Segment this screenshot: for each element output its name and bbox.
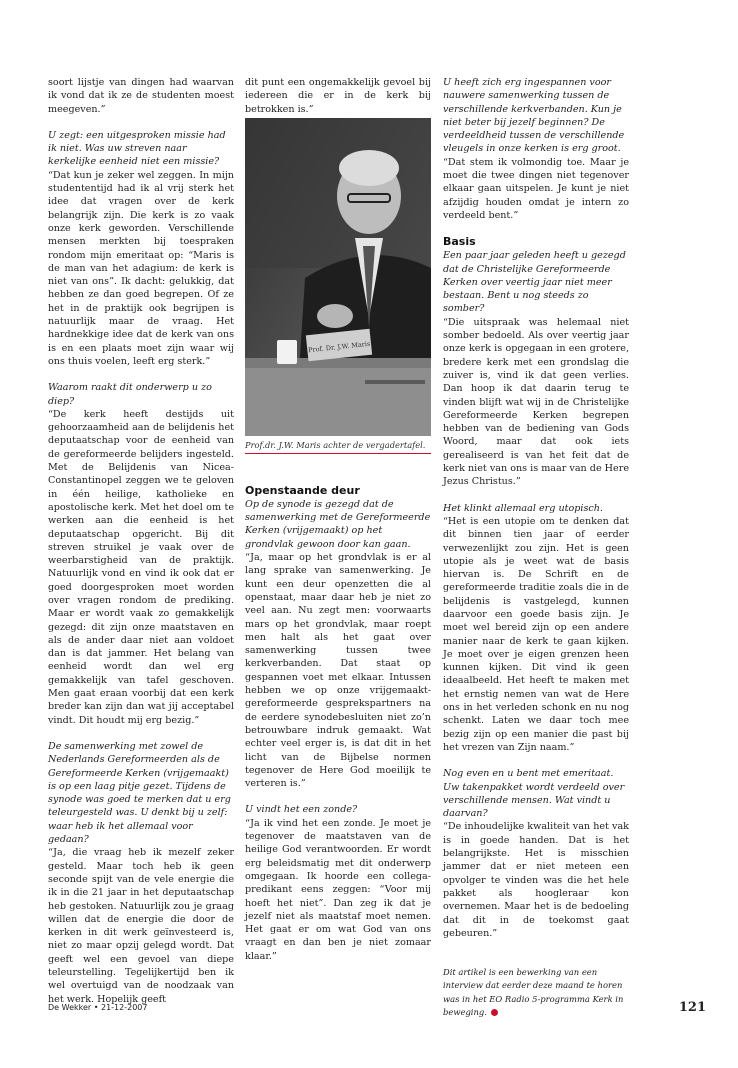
paragraph-gap: [245, 790, 431, 803]
answer-paragraph: “Ja ik vind het een zonde. Je moet je tegenover de maatstaven van de heilige God verantwoorden. Er wordt erg beleidsmatig met dit onderwerp omgegaan. Ik hoorde een collega-predikant eens zeggen: “Voor mij hoeft het niet”. Dan zeg ik dat je jezelf niet als maatstaf moet nemen. Het gaat er om wat God van ons vraagt en dan ben je niet zomaar klaar.”: [245, 817, 431, 962]
answer-paragraph: “Ja, die vraag heb ik mezelf zeker gesteld. Maar toch heb ik geen seconde spijt van de vele energie die ik in die 21 jaar in het deputaatschap heb gestoken. Natuurlijk zou je graag willen dat de energie die door de kerken in dit werk geïnvesteerd is, niet zo maar opzij gelegd wordt. Dat geeft wel een gevoel van diepe teleurstelling. Tegelijkertijd ben ik wel overtuigd van de noodzaak van het werk. Hopelijk geeft: [48, 847, 234, 1005]
answer-paragraph: “Het is een utopie om te denken dat dit binnen tien jaar of eerder verwezenlijkt zou zijn. Het is geen utopie als je weet wat de basis hiervan is. De Schrift en de gereformeerde traditie zoals die in de belijdenis is vastgelegd, kunnen daarvoor een goede basis zijn. Je moet wel bereid zijn op een andere manier naar de kerk te gaan kijken. Je moet over je eigen grenzen heen kunnen kijken. Dit vind ik geen ideaalbeeld. Het heeft te maken met het ernstig nemen van wat de Here ons in het verleden schonk en nu nog schenkt. Laten we daar toch mee bezig zijn op een manier die past bij het vrezen van Zijn naam.”: [443, 515, 629, 753]
paragraph-gap: [48, 727, 234, 740]
paragraph-gap: [443, 489, 629, 502]
paragraph-gap: [48, 368, 234, 381]
article-column-2: [245, 76, 431, 963]
answer-paragraph: “Dat kun je zeker wel zeggen. In mijn studententijd had ik al vrij sterk het idee dat vragen over de kerk belangrijk zijn. Die kerk is zo vaak onze kerk geworden. Verschillende mensen merkten bij toespraken rondom mijn emeritaat op: “Maris is de man van het adagium: de kerk is niet van ons”. Ik dacht: gelukkig, dat hebben ze dan goed begrepen. Of ze het in de praktijk ook begrijpen is natuurlijk maar de vraag. Het hardnekkige idee dat de kerk van ons is en een plaats moet zijn waar wij ons thuis voelen, leeft erg sterk.”: [48, 169, 234, 367]
interview-question: Waarom raakt dit onderwerp u zo diep?: [48, 382, 212, 407]
photo-block: [245, 118, 431, 454]
article-column-3: [443, 76, 629, 1019]
answer-paragraph: “Die uitspraak was helemaal niet somber bedoeld. Als over veertig jaar onze kerk is opgegaan in een grotere, bredere kerk met een grondslag die zuiver is, vind ik dat geen verlies. Dan hoop ik dat daarin terug te vinden blijft wat wij in de Christelijke Gereformeerde Kerken begrepen hebben van de bediening van Gods Woord, maar dat ook iets gerealiseerd is van het feit dat de kerk niet van ons is maar van de Here Jezus Christus.”: [443, 316, 629, 488]
interview-question: De samenwerking met zowel de Nederlands Gereformeerden als de Gereformeerde Kerken (vrijgemaakt) is op een laag pitje gezet. Tijdens de synode was goed te merken dat u erg teleurgesteld was. U denkt bij u zelf: waar heb ik het allemaal voor gedaan?: [48, 740, 231, 846]
paragraph-gap: [443, 940, 629, 953]
column-2-top-text: [245, 76, 431, 116]
answer-paragraph: dit punt een ongemakkelijk gevoel bij iedereen die er in de kerk bij betrokken is.”: [245, 77, 431, 115]
answer-paragraph: soort lijstje van dingen had waarvan ik vond dat ik ze de studenten moest meegeven.”: [48, 77, 234, 115]
end-of-article-dot-icon: [491, 1009, 498, 1016]
answer-paragraph: “De inhoudelijke kwaliteit van het vak is in goede handen. Dat is het belangrijkste. Het is misschien jammer dat er niet meteen een opvolger te vinden was die het hele pakket als hoogleraar kon overnemen. Maar het is de bedoeling dat dit in de toekomst gaat gebeuren.”: [443, 821, 629, 939]
portrait-photo: [245, 118, 431, 436]
answer-paragraph: “De kerk heeft destijds uit gehoorzaamheid aan de belijdenis het deputaatschap voor de eenheid van de gereformeerde belijders ingesteld. Met de Belijdenis van Nicea-Constantinopel zeggen we te geloven in één heilige, katholieke en apostolische kerk. Met het doel om te werken aan die eenheid is het deputaatschap opgericht. Bij dit streven struikel je vaak over de weerbarstigheid van de praktijk. Natuurlijk vond en vind ik ook dat er goed doorgesproken moet worden over vragen rondom de prediking. Maar er wordt vaak zo gemakkelijk gezegd: dit zijn onze maatstaven en als de ander daar niet aan voldoet dan is dat jammer. Het belang van eenheid wordt dan wel erg gemakkelijk van tafel geschoven. Men gaat eraan voorbij dat een kerk breder kan zijn dan wat jij acceptabel vindt. Dit houdt mij erg bezig.”: [48, 408, 234, 726]
interview-question: Nog even en u bent met emeritaat. Uw takenpakket wordt verdeeld over verschillende mensen. Wat vindt u daarvan?: [443, 768, 625, 820]
article-credit: Dit artikel is een bewerking van een interview dat eerder deze maand te horen was in het EO Radio 5-programma Kerk in beweging.: [443, 967, 624, 1017]
paragraph-gap: [48, 116, 234, 129]
article-column-1: [48, 76, 234, 1006]
column-2-bottom-text: [245, 484, 431, 963]
section-heading: Basis: [443, 235, 476, 249]
answer-paragraph: “Ja, maar op het grondvlak is er al lang sprake van samenwerking. Je kunt een deur openzetten die al openstaat, maar daar heb je niet zo veel aan. Nu zegt men: voorwaarts mars op het grondvlak, maar roept men halt als het gaat over samenwerking tussen twee kerkverbanden. Dat staat op gespannen voet met elkaar. Intussen hebben we op onze vrijgemaakt-gereformeerde gesprekspartners na de eerdere synodebesluiten niet zo’n betrouwbare indruk gemaakt. Wat echter veel erger is, is dat dit in het licht van de Bijbelse normen tegenover de Here God moeilijk te verteren is.”: [245, 552, 431, 790]
photo-caption: Prof.dr. J.W. Maris achter de vergadertafel.: [245, 436, 431, 454]
nameplate-text: Prof. Dr. J.W. Maris: [307, 339, 371, 355]
interview-question: Het klinkt allemaal erg utopisch.: [443, 502, 603, 514]
page-number: 121: [678, 1000, 706, 1015]
interview-question: U heeft zich erg ingespannen voor nauwere samenwerking tussen de verschillende kerkverbanden. Kun je niet beter bij jezelf beginnen? De verdeeldheid tussen de verschillende vleugels in onze kerken is erg groot.: [443, 77, 625, 155]
paragraph-gap: [443, 222, 629, 235]
section-heading: Openstaande deur: [245, 483, 360, 497]
footer-publication: De Wekker • 21-12-2007: [48, 1003, 148, 1012]
interview-question: Een paar jaar geleden heeft u gezegd dat de Christelijke Gereformeerde Kerken over veertig jaar niet meer bestaan. Bent u nog steeds zo somber?: [443, 250, 626, 315]
paragraph-gap: [443, 953, 629, 966]
answer-paragraph: “Dat stem ik volmondig toe. Maar je moet die twee dingen niet tegenover elkaar gaan uitspelen. Je kunt je niet afzijdig houden omdat je intern zo verdeeld bent.”: [443, 156, 629, 221]
interview-question: Op de synode is gezegd dat de samenwerking met de Gereformeerde Kerken (vrijgemaakt) op het grondvlak gewoon door kan gaan.: [245, 498, 431, 550]
interview-question: U vindt het een zonde?: [245, 804, 358, 816]
paragraph-gap: [443, 754, 629, 767]
interview-question: U zegt: een uitgesproken missie had ik niet. Was uw streven naar kerkelijke eenheid niet een missie?: [48, 129, 226, 168]
